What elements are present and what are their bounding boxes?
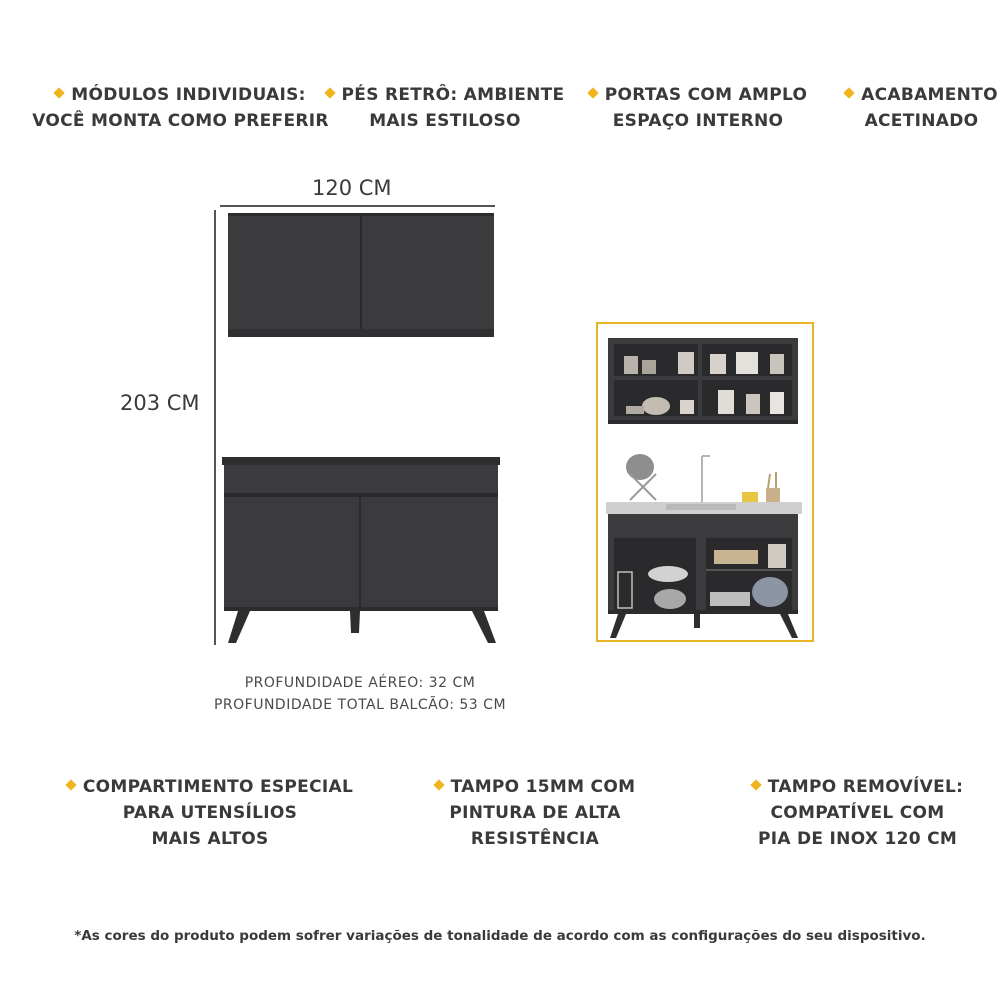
- cabinet-leg: [472, 611, 496, 643]
- depth-counter: PROFUNDIDADE TOTAL BALCÃO: 53 CM: [213, 697, 507, 713]
- diamond-bullet-icon: [750, 779, 761, 790]
- base-cabinet: [222, 457, 500, 643]
- depth-info: [190, 672, 530, 716]
- feature-finish: ACABAMENTO ACETINADO: [843, 82, 1000, 134]
- width-label: 120 CM: [312, 176, 392, 200]
- diamond-bullet-icon: [65, 779, 76, 790]
- feature-doors: PORTAS COM AMPLO ESPAÇO INTERNO: [583, 82, 813, 134]
- diamond-bullet-icon: [433, 779, 444, 790]
- depth-upper: PROFUNDIDADE AÉREO: 32 CM: [244, 675, 476, 691]
- feature-utensil-compartment: COMPARTIMENTO ESPECIAL PARA UTENSÍLIOS MAIS ALTOS: [60, 774, 360, 852]
- diamond-bullet-icon: [587, 87, 598, 98]
- color-disclaimer: *As cores do produto podem sofrer variações de tonalidade de acordo com as configurações do seu dispositivo.: [74, 928, 926, 944]
- cabinet-leg: [694, 614, 700, 628]
- feature-countertop-paint: TAMPO 15MM COM PINTURA DE ALTA RESISTÊNCIA: [425, 774, 645, 852]
- feature-modules: MÓDULOS INDIVIDUAIS: VOCÊ MONTA COMO PREFERIR: [32, 85, 329, 131]
- diamond-bullet-icon: [324, 87, 335, 98]
- closed-cabinet-drawing: [200, 195, 500, 655]
- upper-cabinet: [228, 213, 494, 337]
- height-label: 203 CM: [120, 391, 200, 415]
- cabinet-leg: [350, 611, 360, 633]
- feature-retro-feet: PÉS RETRÔ: AMBIENTE MAIS ESTILOSO: [325, 82, 565, 134]
- diamond-bullet-icon: [54, 87, 65, 98]
- cabinet-leg: [228, 611, 250, 643]
- open-cabinet-drawing: [596, 322, 816, 644]
- diamond-bullet-icon: [843, 87, 854, 98]
- feature-removable-top: TAMPO REMOVÍVEL: COMPATÍVEL COM PIA DE INOX 120 CM: [740, 774, 975, 852]
- upper-open-cabinet: [608, 338, 798, 424]
